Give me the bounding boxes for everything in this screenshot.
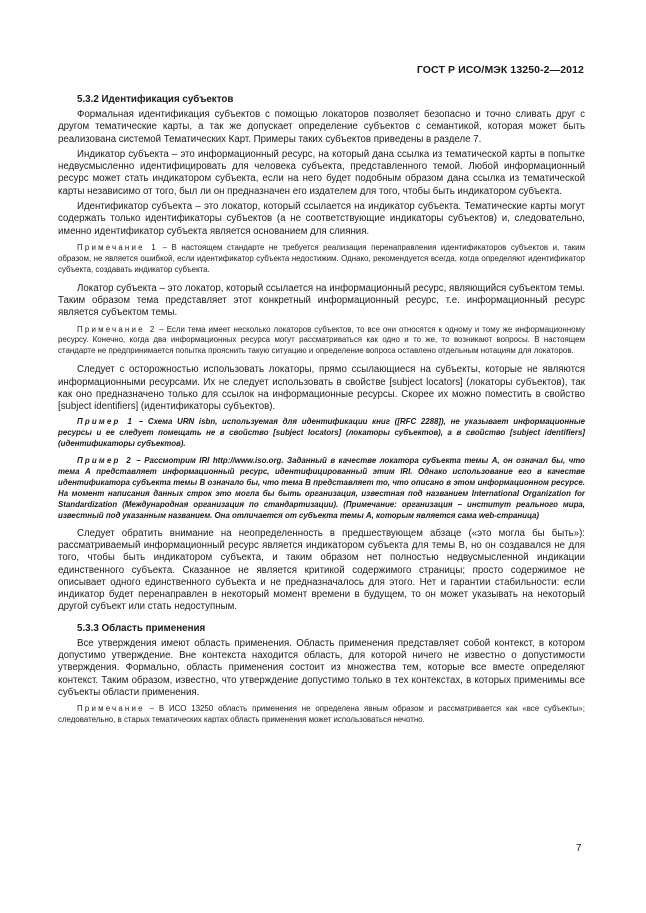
page-content — [58, 94, 585, 733]
section-heading-5-3-3: 5.3.3 Область применения — [77, 622, 206, 634]
example-1 — [58, 417, 585, 450]
example-2 — [58, 456, 585, 521]
note-text: – В настоящем стандарте не требуется реализация перенаправления идентификаторов субъектов и, таким образом, не является ошибкой, если идентификатор субъекта недостижим. Однако, рекомендуется всегда, когда определяют идентификатор субъекта, создавать индикатор субъекта. — [58, 242, 586, 274]
paragraph: Индикатор субъекта – это информационный ресурс, на который дана ссылка из тематической карты в попытке недвусмысленно идентифицировать для человека субъекта, представленного темой. Любой информационный ресурс может стать индикатором субъекта, если на него будет подобным образом дана ссылка из тематической карты независимо от того, был ли он предназначен его издателем для того, чтобы быть индикатором субъекта. — [58, 148, 585, 197]
paragraph: Следует с осторожностью использовать локаторы, прямо ссылающиеся на субъекты, которые не являются информационными ресурсами. Их не следует использовать в свойстве [subject locators] (локаторы субъектов), так как оно предназначено только для ссылок на информационные ресурсы. Скорее их можно поместить в свойство [subject identifiers] (идентификаторы субъектов). — [58, 364, 585, 413]
note-label: Примечание — [77, 704, 145, 714]
note-1 — [58, 243, 585, 276]
note-label: Примечание 1 — [77, 242, 159, 252]
note-scope — [58, 704, 585, 726]
note-text: – Если тема имеет несколько локаторов субъектов, то все они относятся к одному и тому же информационному ресурсу. Конечно, когда два информационных ресурса могут рассматриваться как одно и то же, то возникают вопросы. В настоящем стандарте не предпринимается попытка прояснить такую ситуацию и определение вопроса оставлено отдельным нотациям для локаторов. — [58, 324, 585, 356]
example-label: Пример 1 — [77, 417, 135, 427]
note-label: Примечание 2 — [77, 324, 157, 334]
standard-header: ГОСТ Р ИСО/МЭК 13250-2—2012 — [416, 64, 584, 76]
section-heading-5-3-2: 5.3.2 Идентификация субъектов — [77, 94, 234, 105]
example-text: – Рассмотрим IRI http://www.iso.org. Заданный в качестве локатора субъекта темы А, он означал бы, что тема А представляет информационный ресурс, идентифицированный этим IRI. Однако использование его в качестве идентификатора субъекта темы В означало бы, что тема В представляет то, что описано в этом информационном ресурсе. На момент написания данных строк это могла бы быть организация, известная под названием International Organization for Standardization (Международная организация по стандартизации). (Примечание: организация – институт реального мира, известный под указанным названием. Она отличается от субъекта темы А, которым является сама web-страница) — [58, 456, 585, 520]
note-text: – В ИСО 13250 область применения не определена явным образом и рассматривается как «все субъекты»; следовательно, в старых тематических картах область применения может использоваться нечотно. — [58, 704, 585, 725]
paragraph: Все утверждения имеют область применения. Область применения представляет собой контекст, в котором допустимо утверждение. Вне контекста находится область, для которой ничего не известно о допустимости утверждения. Формально, область применения состоит из множества тем, которые все вместе определяют контекст. Таким образом, известно, что утверждение допустимо только в тех контекстах, в которых применимы все субъекты области применения. — [58, 637, 585, 698]
note-2 — [58, 325, 585, 358]
page-number: 7 — [576, 843, 582, 854]
example-label: Пример 2 — [77, 456, 133, 466]
paragraph: Следует обратить внимание на неопределенность в предшествующем абзаце («это могла бы быть»): рассматриваемый информационный ресурс является индикатором субъекта для темы В, но он создавался не для того, чтобы быть индикатором субъекта, и таким образом нет полностью недвусмысленной индикации единственного субъекта. Сказанное не является критикой содержимого страницы; просто содержимое не описывает одного единственного субъекта и не предназначалось для этого. Нет и гарантии стабильности: если индикатор будет перенаправлен в некоторый момент времени в будущем, то он может указывать на некоторый другой субъект или стать недоступным. — [58, 527, 585, 613]
paragraph: Идентификатор субъекта – это локатор, который ссылается на индикатор субъекта. Тематические карты могут содержать только идентификаторы субъектов (а не соответствующие индикаторы субъектов) и, следовательно, именно идентификатор субъекта является основанием для слияния. — [58, 201, 585, 237]
example-text: – Схема URN isbn, используемая для идентификации книг ([RFC 2288]), не указывает информационные ресурсы и ее следует помещать не в свойство [subject locators] (локаторы субъектов), а в свойство [subject identifiers] (идентификаторы субъектов). — [58, 417, 585, 449]
paragraph: Локатор субъекта – это локатор, который ссылается на информационный ресурс, являющийся субъектом темы. Таким образом тема представляет этот конкретный информационный ресурс, т.е. информационный ресурс является субъектом темы. — [58, 282, 585, 319]
paragraph: Формальная идентификация субъектов с помощью локаторов позволяет безопасно и точно сливать друг с другом тематические карты, а так же допускает определение субъектов с семантикой, которая может быть реализована системой Тематических Карт. Примеры таких субъектов приведены в разделе 7. — [58, 109, 585, 145]
